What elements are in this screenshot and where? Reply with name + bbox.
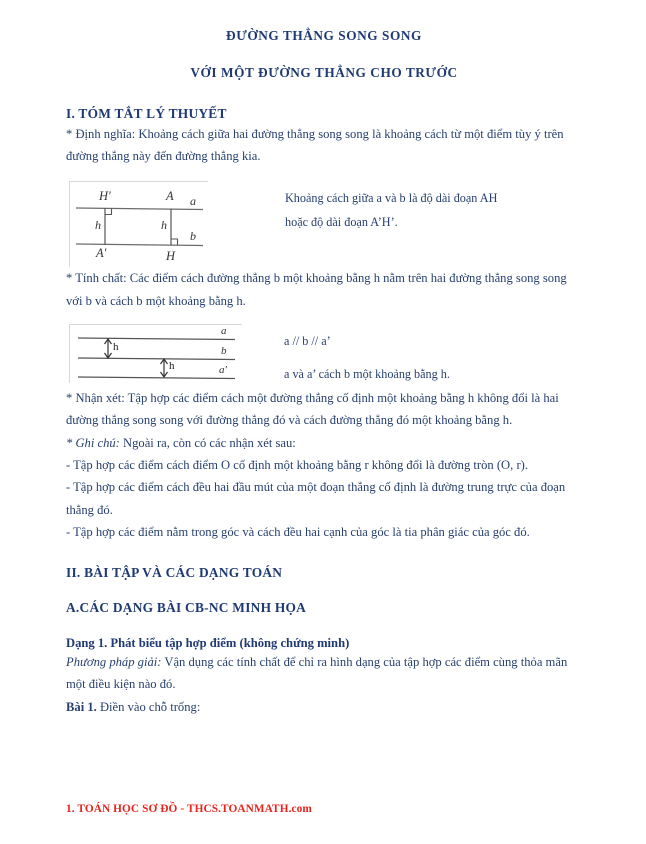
bullet-item-3: - Tập hợp các điểm nằm trong góc và cách đều hai cạnh của góc là tia phân giác của góc đó. bbox=[66, 525, 530, 540]
figure-1-label-h-left: h bbox=[95, 218, 101, 233]
remark-paragraph: * Nhận xét: Tập hợp các điểm cách một đường thẳng cố định một khoảng bằng h không đổi là hai đường thẳng song song với đường thẳng đó và cách đường thẳng đó một khoảng bằng h. bbox=[66, 390, 559, 428]
document-title-line1: ĐƯỜNG THẲNG SONG SONG bbox=[226, 28, 422, 43]
property-paragraph: * Tính chất: Các điểm cách đường thẳng b một khoảng bằng h nằm trên hai đường thẳng song song với b và cách b một khoảng bằng h. bbox=[66, 271, 567, 308]
figure-1-label-line-a: a bbox=[190, 194, 196, 209]
method-rest: Vận dụng các tính chất để chỉ ra hình dạng của tập hợp các điểm cùng thỏa mãn một điều kiện nào đó. bbox=[66, 654, 568, 692]
figure-2-label-line-a-prime: a′ bbox=[219, 364, 227, 377]
figure-1-label-h-prime: H′ bbox=[99, 189, 111, 204]
bai-1-rest: Điền vào chỗ trống: bbox=[96, 699, 201, 714]
figure-2-label-line-b: b bbox=[221, 345, 227, 358]
figure-2-image bbox=[69, 324, 242, 383]
note-paragraph bbox=[66, 432, 582, 454]
figure-1-caption-line2: hoặc độ dài đoạn A’H’. bbox=[285, 215, 398, 230]
figure-1-label-a-point: A bbox=[166, 189, 174, 204]
figure-1-svg bbox=[70, 182, 208, 267]
figure-1-label-line-b: b bbox=[190, 229, 196, 244]
figure-1-label-h-point: H bbox=[166, 249, 176, 264]
figure-2-label-h-top: h bbox=[113, 341, 119, 354]
document-title-line2: VỚI MỘT ĐƯỜNG THẲNG CHO TRƯỚC bbox=[190, 64, 458, 80]
definition-paragraph: * Định nghĩa: Khoảng cách giữa hai đường thẳng song song là khoảng cách từ một điểm tùy ý trên đường thẳng này đến đường thẳng kia. bbox=[66, 126, 564, 164]
method-paragraph bbox=[66, 651, 582, 696]
section-heading-a: A.CÁC DẠNG BÀI CB-NC MINH HỌA bbox=[66, 600, 307, 616]
figure-1-image bbox=[69, 181, 208, 267]
figure-1-label-h-right: h bbox=[161, 218, 167, 233]
bullet-item-1: - Tập hợp các điểm cách điểm O cố định một khoảng bằng r không đổi là đường tròn (O, r). bbox=[66, 458, 528, 473]
bai-1-paragraph bbox=[66, 696, 582, 718]
figure-2-caption bbox=[284, 324, 450, 387]
section-heading-ii: II. BÀI TẬP VÀ CÁC DẠNG TOÁN bbox=[66, 564, 283, 580]
figure-1-row bbox=[66, 181, 582, 267]
figure-1-label-a-prime: A′ bbox=[96, 246, 107, 261]
figure-2-label-h-bottom: h bbox=[169, 360, 175, 373]
figure-2-caption-line2: a và a’ cách b một khoảng bằng h. bbox=[284, 367, 450, 382]
method-label: Phương pháp giải: bbox=[66, 654, 162, 669]
bai-1-label: Bài 1. bbox=[66, 699, 97, 714]
note-rest: Ngoài ra, còn có các nhận xét sau: bbox=[119, 435, 296, 450]
page-footer: 1. TOÁN HỌC SƠ ĐỒ - THCS.TOANMATH.com bbox=[66, 803, 312, 815]
figure-2-svg bbox=[70, 325, 242, 383]
figure-1-caption-line1: Khoảng cách giữa a và b là độ dài đoạn AH bbox=[285, 191, 498, 206]
section-heading-i: I. TÓM TẮT LÝ THUYẾT bbox=[66, 106, 227, 122]
note-label: * Ghi chú: bbox=[66, 435, 120, 450]
bullet-item-2: - Tập hợp các điểm cách đều hai đầu mút của một đoạn thẳng cố định là đường trung trực của đoạn thẳng đó. bbox=[66, 480, 566, 517]
document-content bbox=[66, 28, 582, 718]
figure-2-label-line-a: a bbox=[221, 325, 227, 338]
figure-2-row bbox=[66, 324, 582, 387]
figure-1-caption bbox=[285, 181, 497, 235]
figure-2-caption-line1: a // b // a’ bbox=[284, 334, 331, 349]
dang-1-heading: Dạng 1. Phát biểu tập hợp điểm (không chứng minh) bbox=[66, 635, 350, 650]
